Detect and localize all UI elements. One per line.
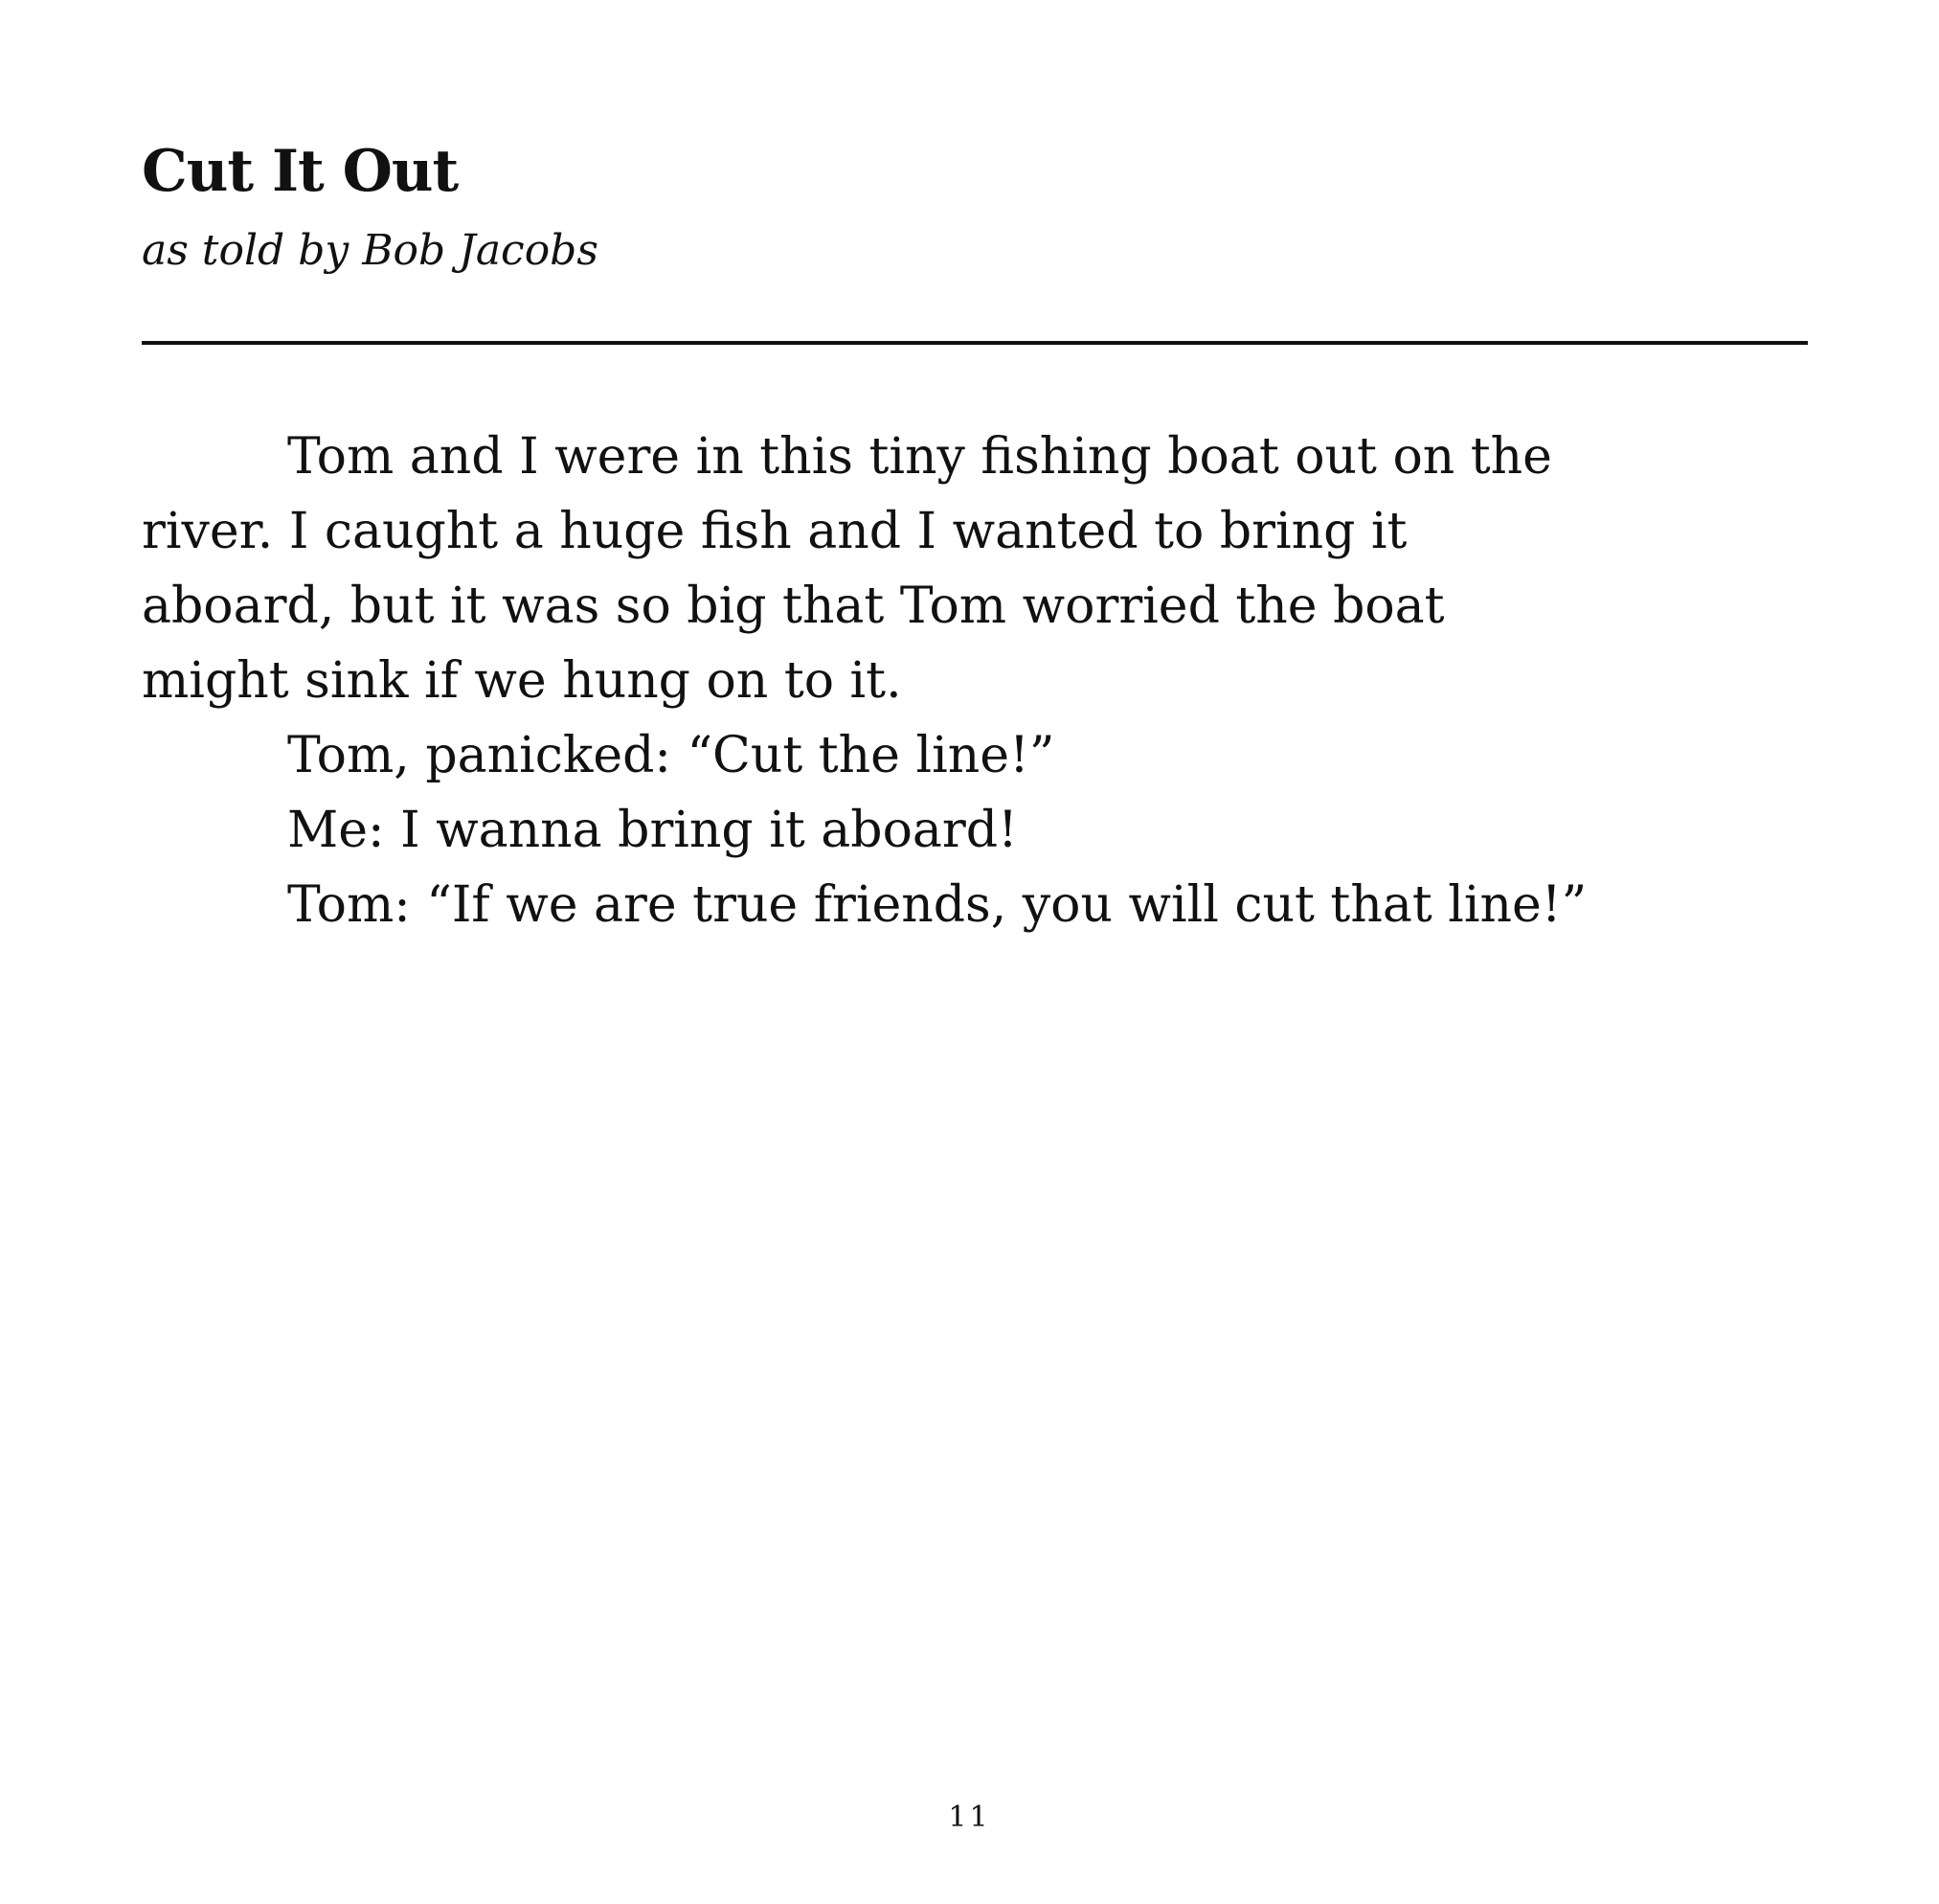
dialogue-line: Me: I wanna bring it aboard!	[287, 802, 1018, 859]
story-body	[142, 419, 1827, 942]
story-line: Tom and I were in this tiny fishing boat out on the	[287, 428, 1552, 486]
story-line: aboard, but it was so big that Tom worried the boat	[142, 578, 1445, 635]
story-line: river. I caught a huge fish and I wanted to bring it	[142, 503, 1408, 560]
story-line: might sink if we hung on to it.	[142, 652, 902, 710]
story-title: Cut It Out	[142, 138, 459, 205]
divider-rule	[142, 341, 1808, 345]
page-number: 11	[948, 1801, 991, 1834]
story-byline: as told by Bob Jacobs	[142, 226, 598, 275]
dialogue-line: Tom, panicked: “Cut the line!”	[287, 727, 1055, 784]
dialogue-line: Tom: “If we are true friends, you will cut that line!”	[287, 876, 1588, 934]
